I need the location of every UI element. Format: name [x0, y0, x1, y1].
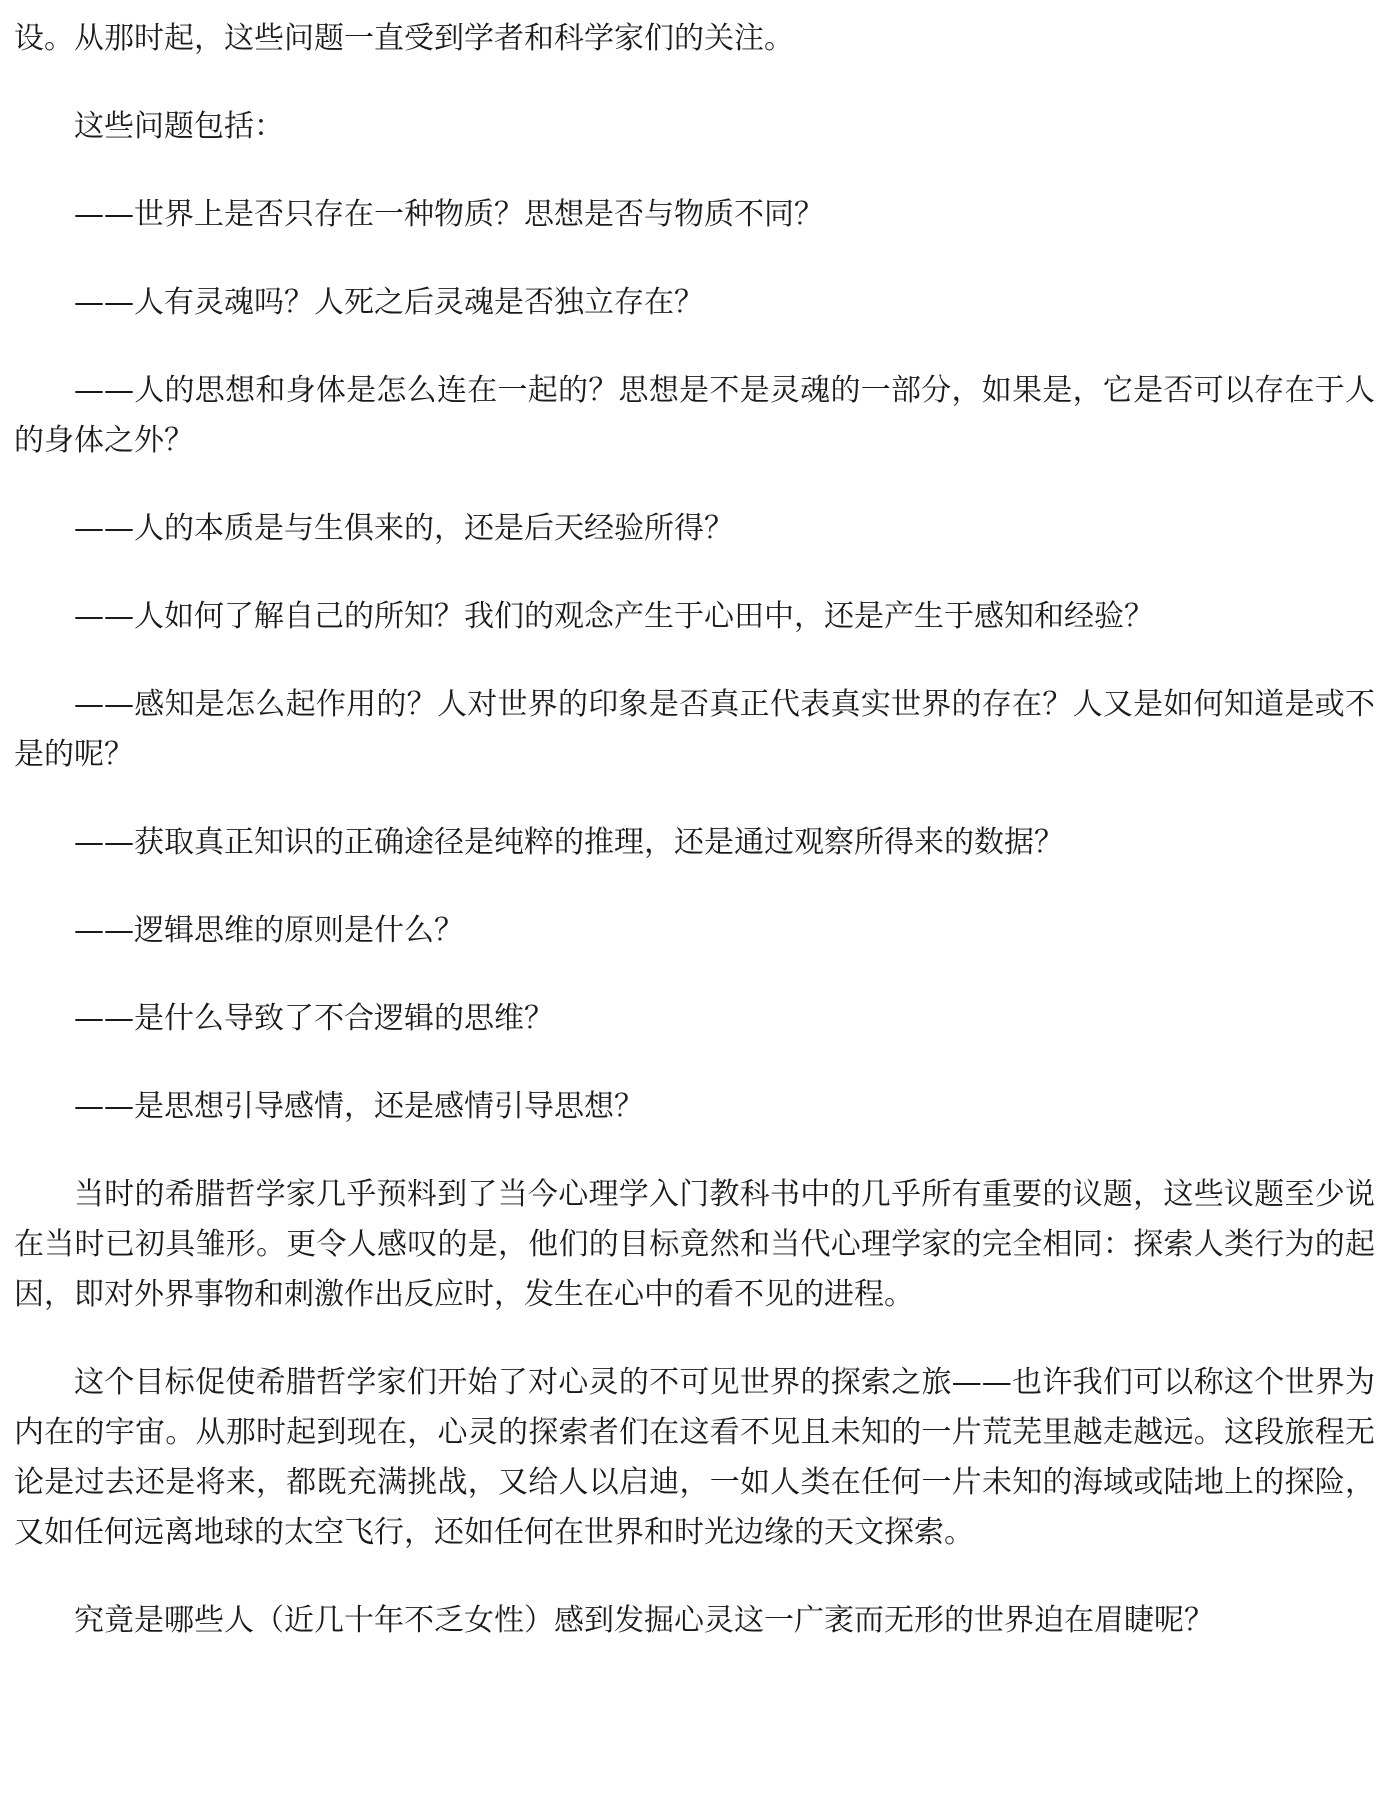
body-paragraph: 当时的希腊哲学家几乎预料到了当今心理学入门教科书中的几乎所有重要的议题，这些议题至少说在当时已初具雏形。更令人感叹的是，他们的目标竟然和当代心理学家的完全相同：探索人类行为的起因，即对外界事物和刺激作出反应时，发生在心中的看不见的进程。	[14, 1177, 1375, 1312]
question-item: ——人有灵魂吗？人死之后灵魂是否独立存在？	[74, 285, 704, 320]
body-paragraph: 究竟是哪些人（近几十年不乏女性）感到发掘心灵这一广袤而无形的世界迫在眉睫呢？	[74, 1603, 1214, 1638]
opening-line: 设。从那时起，这些问题一直受到学者和科学家们的关注。	[14, 21, 794, 56]
question-item: ——逻辑思维的原则是什么？	[74, 913, 464, 948]
question-item: ——人的思想和身体是怎么连在一起的？思想是不是灵魂的一部分，如果是，它是否可以存在于人的身体之外？	[14, 373, 1375, 458]
question-item: ——人如何了解自己的所知？我们的观念产生于心田中，还是产生于感知和经验？	[74, 599, 1154, 634]
question-item: ——获取真正知识的正确途径是纯粹的推理，还是通过观察所得来的数据？	[74, 825, 1064, 860]
question-item: ——世界上是否只存在一种物质？思想是否与物质不同？	[74, 197, 824, 232]
body-paragraph: 这个目标促使希腊哲学家们开始了对心灵的不可见世界的探索之旅——也许我们可以称这个世界为内在的宇宙。从那时起到现在，心灵的探索者们在这看不见且未知的一片荒芜里越走越远。这段旅程无论是过去还是将来，都既充满挑战，又给人以启迪，一如人类在任何一片未知的海域或陆地上的探险，又如任何远离地球的太空飞行，还如任何在世界和时光边缘的天文探索。	[14, 1365, 1375, 1550]
questions-intro: 这些问题包括：	[74, 109, 284, 144]
question-item: ——人的本质是与生俱来的，还是后天经验所得？	[74, 511, 734, 546]
question-item: ——是思想引导感情，还是感情引导思想？	[74, 1089, 644, 1124]
document-page	[14, 14, 1375, 1684]
question-item: ——感知是怎么起作用的？人对世界的印象是否真正代表真实世界的存在？人又是如何知道是或不是的呢？	[14, 687, 1375, 772]
question-item: ——是什么导致了不合逻辑的思维？	[74, 1001, 554, 1036]
